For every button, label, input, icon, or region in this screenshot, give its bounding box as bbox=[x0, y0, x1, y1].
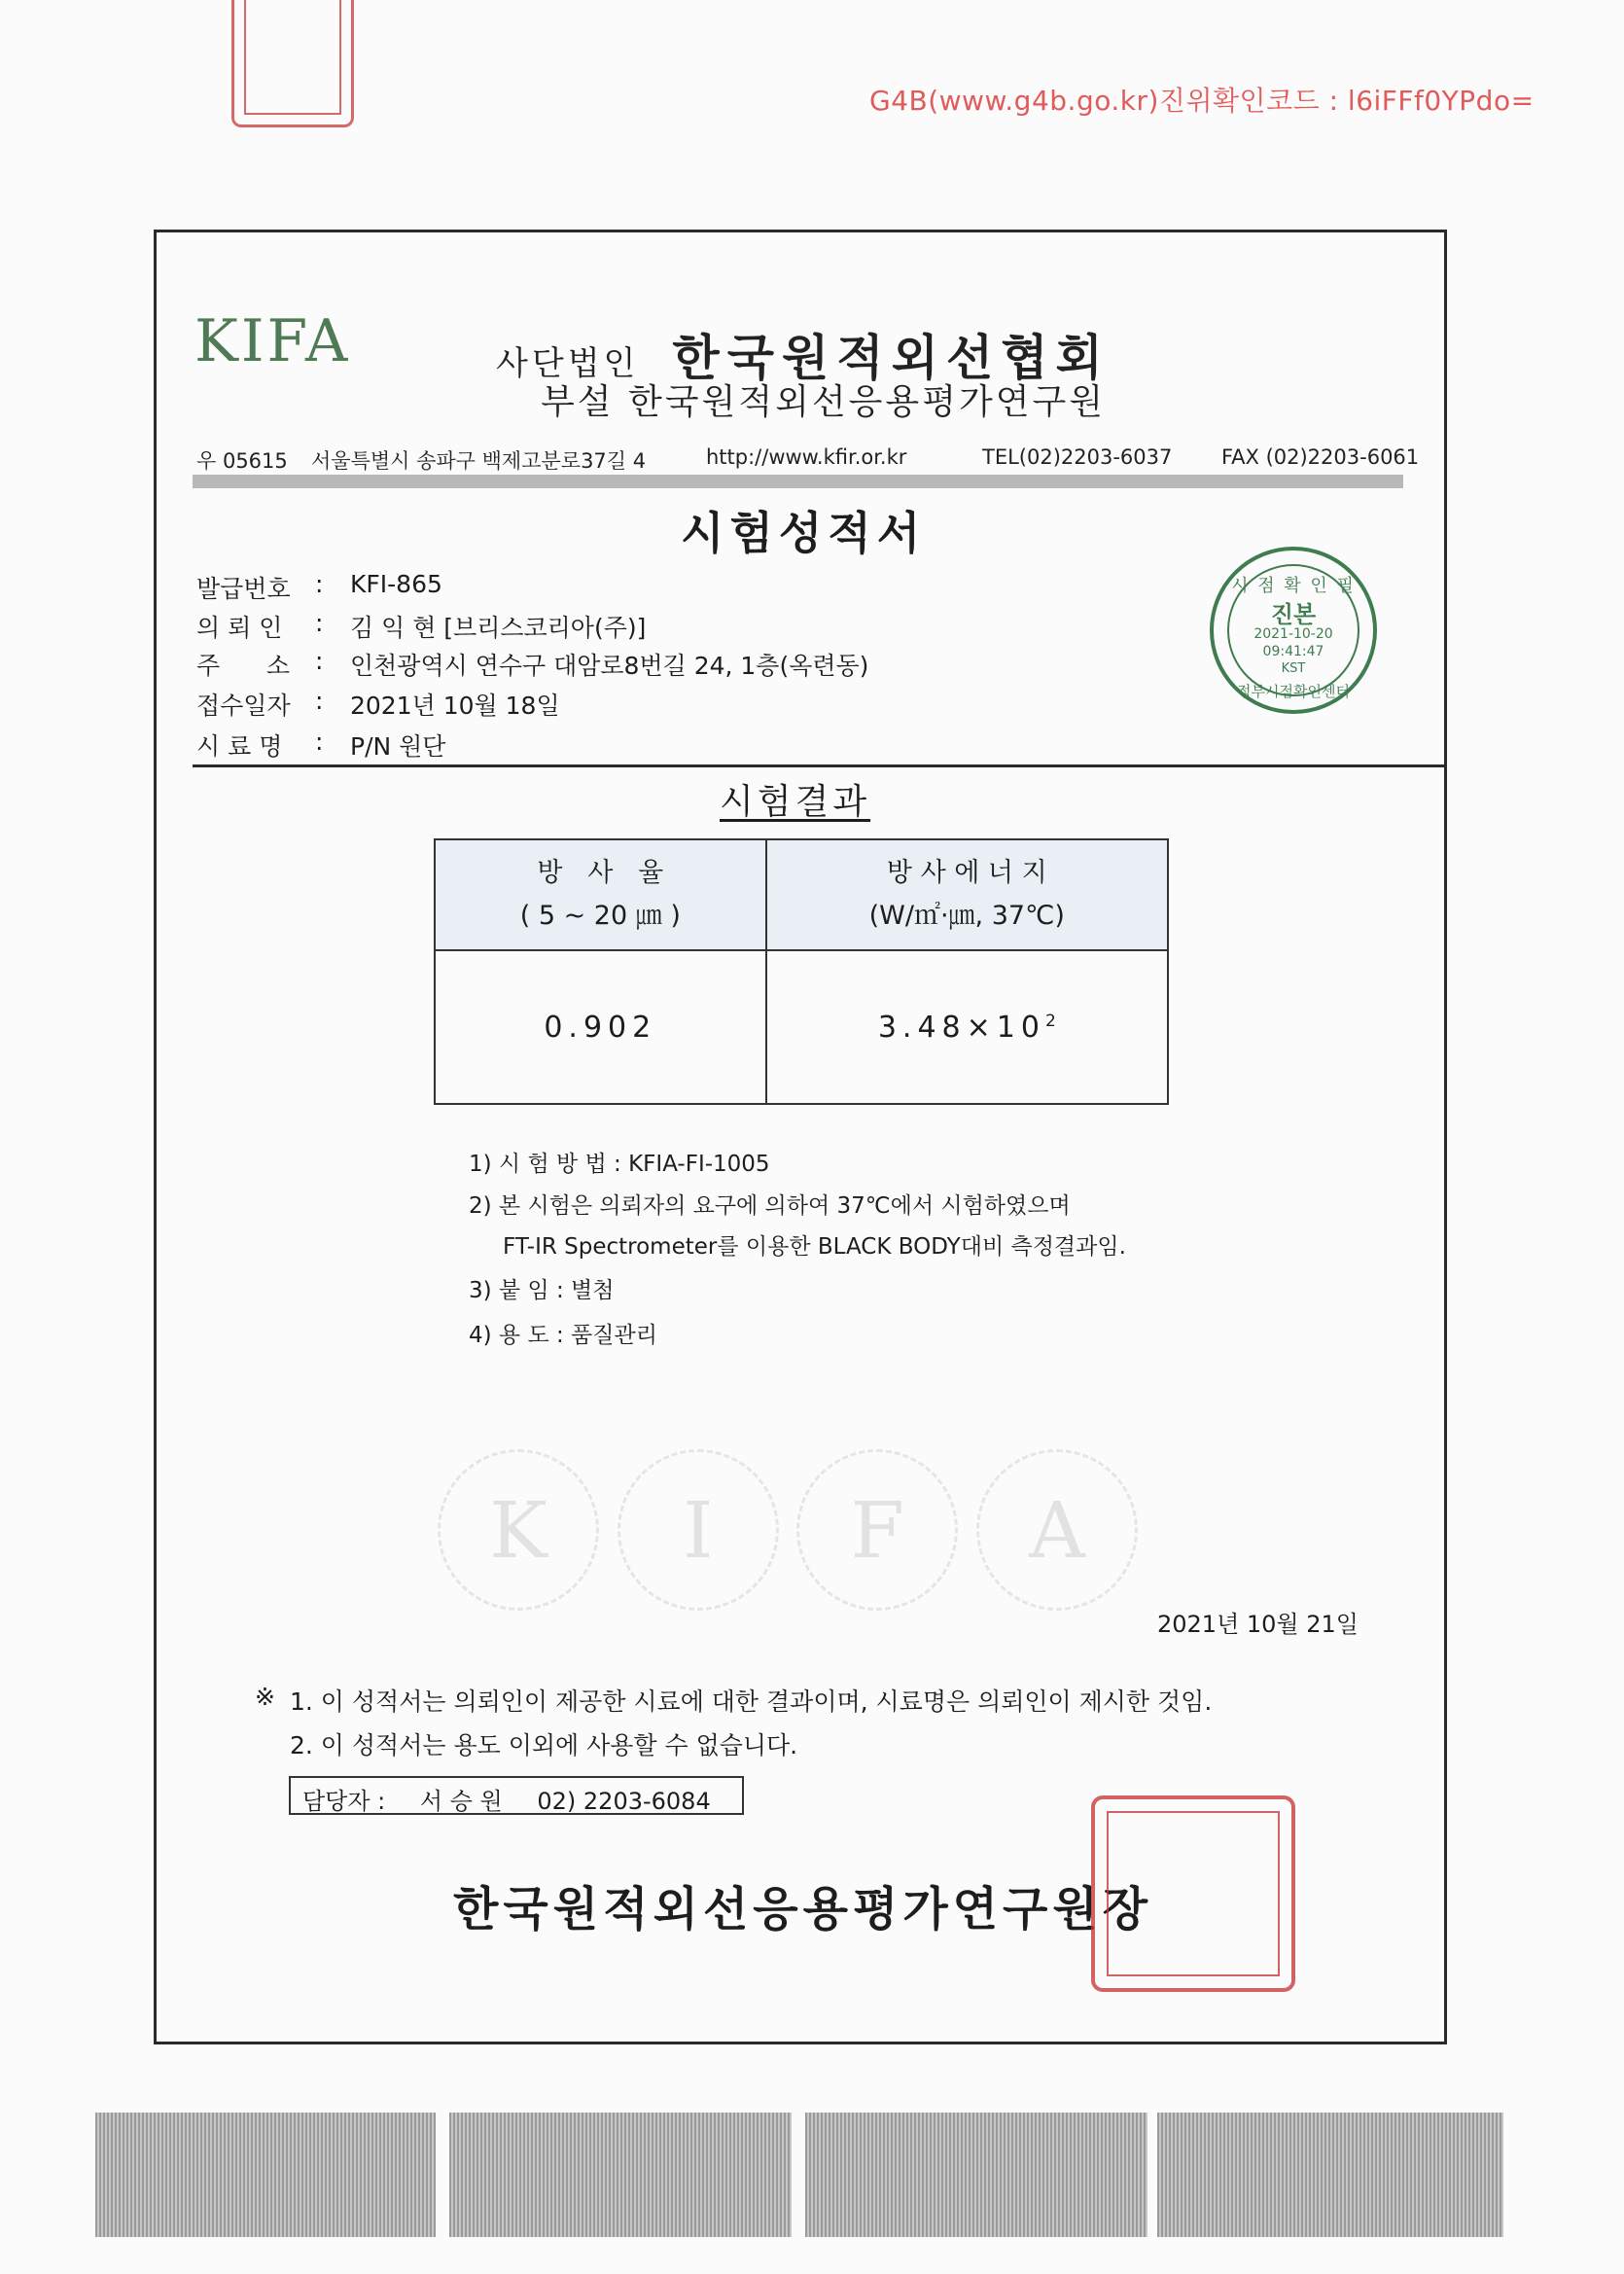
top-seal-stamp bbox=[231, 0, 354, 127]
contact-name: 서 승 원 bbox=[419, 1788, 503, 1815]
column-header-emissivity bbox=[435, 839, 766, 950]
radiant-energy-exponent: 2 bbox=[1044, 1011, 1056, 1031]
stamp-center-text: 진본 bbox=[1270, 601, 1317, 628]
note-test-condition: 2) 본 시험은 의뢰자의 요구에 의하여 37℃에서 시험하였으며 bbox=[469, 1193, 1071, 1219]
issue-date: 2021년 10월 21일 bbox=[1157, 1611, 1359, 1638]
column-name: 방 사 에 너 지 bbox=[886, 858, 1047, 888]
results-table bbox=[434, 838, 1169, 1105]
remark-item: 2. 이 성적서는 용도 이외에 사용할 수 없습니다. bbox=[290, 1731, 798, 1759]
document-title: 시험성적서 bbox=[681, 507, 927, 559]
contact-box bbox=[289, 1776, 744, 1815]
field-label-received-date: 접수일자 bbox=[196, 692, 291, 720]
column-unit: ( 5 ~ 20 ㎛ ) bbox=[519, 901, 681, 931]
table-header-row bbox=[435, 839, 1168, 950]
website: http://www.kfir.or.kr bbox=[706, 445, 907, 469]
field-colon: : bbox=[315, 728, 324, 756]
org-prefix: 사단법인 bbox=[496, 344, 640, 383]
stamp-bottom-text: 정부시점확인센터 bbox=[1237, 683, 1350, 700]
scan-noise-strip bbox=[1157, 2113, 1503, 2237]
note-purpose: 4) 용 도 : 품질관리 bbox=[469, 1323, 657, 1348]
field-label-issue-no: 발급번호 bbox=[196, 575, 291, 603]
note-attachment: 3) 붙 임 : 별첨 bbox=[469, 1278, 615, 1303]
scan-noise-strip bbox=[449, 2113, 792, 2237]
contact-label: 담당자 : bbox=[302, 1788, 386, 1815]
field-label-address: 주 소 bbox=[196, 652, 290, 680]
table-row bbox=[435, 950, 1168, 1104]
timestamp-seal bbox=[1210, 547, 1377, 714]
column-unit: (W/㎡·㎛, 37℃) bbox=[868, 901, 1065, 931]
scan-noise-strip bbox=[95, 2113, 436, 2237]
postal-code: 우 05615 bbox=[196, 449, 288, 473]
column-name: 방 사 율 bbox=[537, 858, 664, 888]
field-colon: : bbox=[315, 609, 324, 637]
field-value-client: 김 익 현 [브리스코리아(주)] bbox=[350, 614, 647, 642]
official-seal bbox=[1091, 1795, 1295, 1992]
header-bar bbox=[193, 475, 1403, 488]
issuer-title: 한국원적외선응용평가연구원장 bbox=[453, 1882, 1153, 1936]
stamp-time: 09:41:47 bbox=[1262, 644, 1324, 659]
results-title: 시험결과 bbox=[720, 782, 871, 822]
field-colon: : bbox=[315, 647, 324, 675]
remark-mark: ※ bbox=[255, 1683, 275, 1711]
stamp-top-text: 시 점 확 인 필 bbox=[1231, 576, 1356, 596]
note-test-method: 1) 시 험 방 법 : KFIA-FI-1005 bbox=[469, 1152, 770, 1177]
field-colon: : bbox=[315, 570, 324, 598]
kifa-logo: KIFA bbox=[194, 307, 351, 375]
stamp-date: 2021-10-20 bbox=[1253, 626, 1333, 642]
stamp-zone: KST bbox=[1281, 661, 1306, 676]
watermark-letter: F bbox=[796, 1449, 958, 1611]
org-name: 한국원적외선협회 bbox=[672, 330, 1111, 386]
field-value-address: 인천광역시 연수구 대암로8번길 24, 1층(옥련동) bbox=[350, 652, 869, 680]
fax: FAX (02)2203-6061 bbox=[1221, 445, 1420, 469]
telephone: TEL(02)2203-6037 bbox=[982, 445, 1173, 469]
scan-noise-strip bbox=[805, 2113, 1147, 2237]
field-colon: : bbox=[315, 687, 324, 715]
verification-code: G4B(www.g4b.go.kr)진위확인코드 : l6iFFf0YPdo= bbox=[869, 85, 1535, 117]
field-label-sample-name: 시 료 명 bbox=[196, 732, 283, 761]
emissivity-value: 0.902 bbox=[435, 950, 766, 1104]
contact-phone: 02) 2203-6084 bbox=[537, 1788, 711, 1815]
radiant-energy-value: 3.48×10 bbox=[877, 1010, 1045, 1045]
watermark-letter: K bbox=[438, 1449, 599, 1611]
note-test-condition-cont: FT-IR Spectrometer를 이용한 BLACK BODY대비 측정결과임. bbox=[503, 1234, 1126, 1260]
field-value-issue-no: KFI-865 bbox=[350, 570, 442, 598]
field-value-received-date: 2021년 10월 18일 bbox=[350, 692, 560, 720]
column-header-radiant-energy bbox=[766, 839, 1168, 950]
remark-item: 1. 이 성적서는 의뢰인이 제공한 시료에 대한 결과이며, 시료명은 의뢰인이 제시한 것임. bbox=[290, 1688, 1213, 1716]
kifa-watermark bbox=[438, 1438, 1138, 1622]
field-label-client: 의 뢰 인 bbox=[196, 614, 283, 642]
section-divider bbox=[193, 764, 1445, 767]
field-value-sample-name: P/N 원단 bbox=[350, 732, 446, 761]
watermark-letter: I bbox=[618, 1449, 779, 1611]
address: 서울특별시 송파구 백제고분로37길 4 bbox=[311, 449, 647, 473]
watermark-letter: A bbox=[976, 1449, 1138, 1611]
radiant-energy-cell bbox=[766, 950, 1168, 1104]
organization-subtitle: 부설 한국원적외선응용평가연구원 bbox=[541, 382, 1107, 422]
